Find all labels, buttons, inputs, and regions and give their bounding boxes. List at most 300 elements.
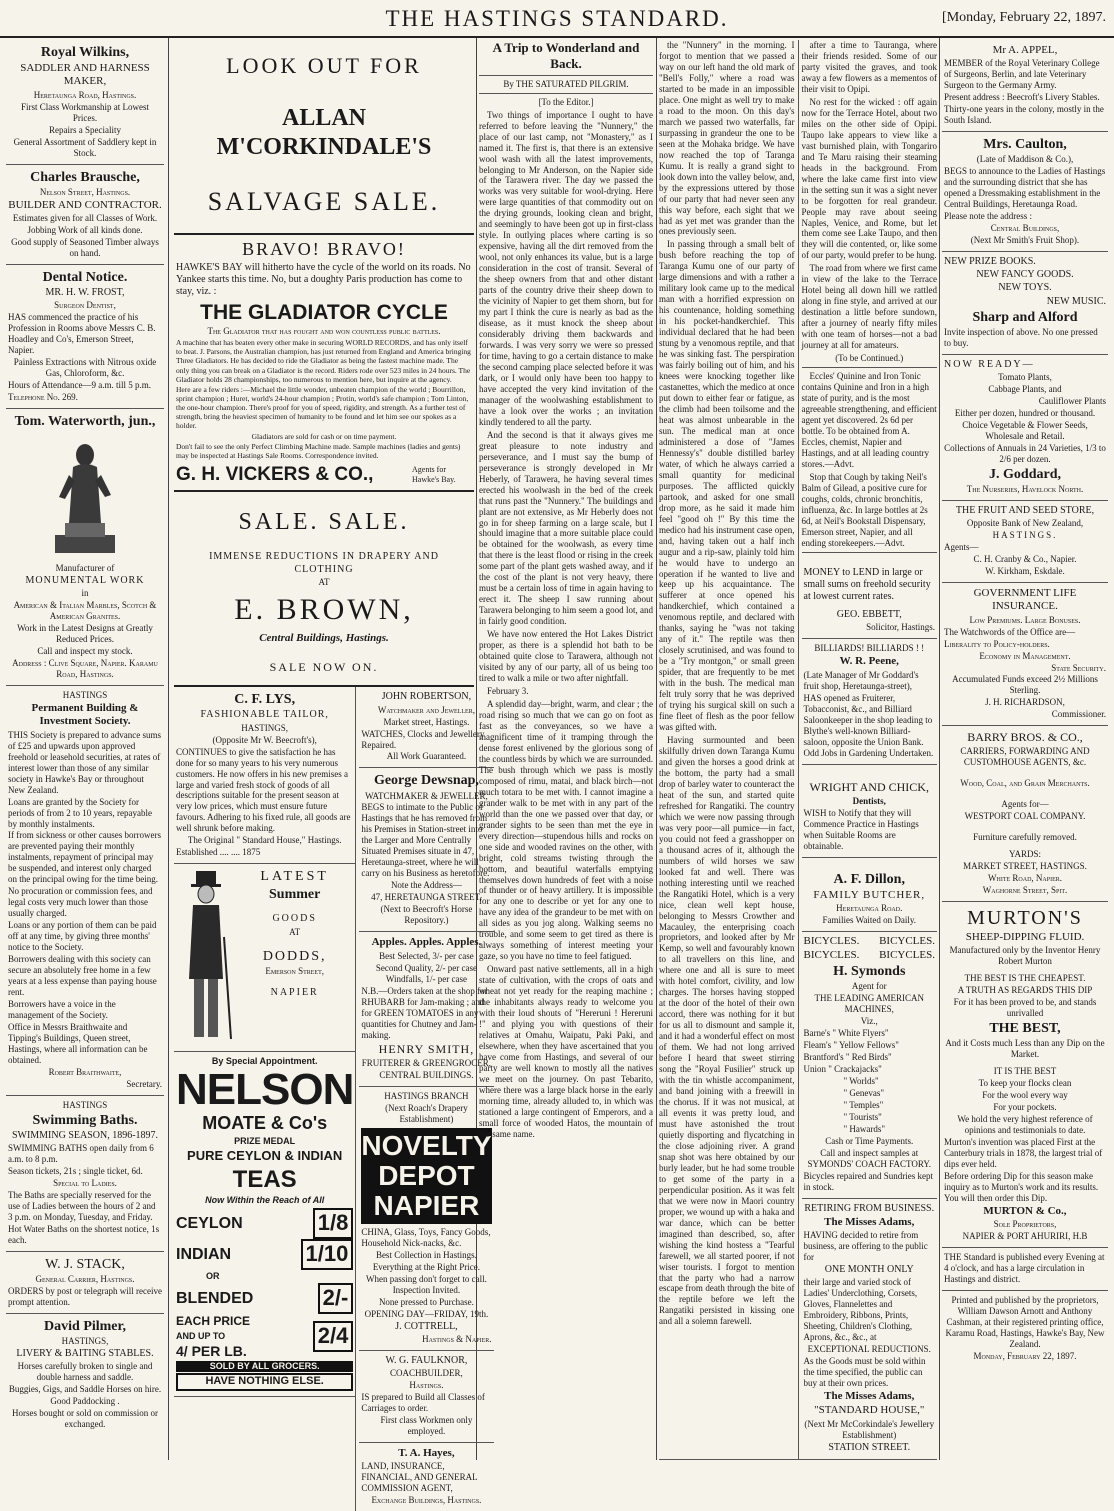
ad-text: THIS Society is prepared to advance sums of £25 and upwards upon approved freehold or leasehold securities, at rates of interest lower than those of any similar society in Hawke's Bay or throughout New Zealand. [8, 729, 161, 795]
ad-text: IS prepared to Build all Classes of Carriages to order. [361, 1391, 485, 1413]
ad-text: All Work Guaranteed. [386, 751, 467, 762]
ad-text: Windfalls, 1/- per case [385, 974, 467, 985]
ad-text: The Original " Standard House," Hastings. [187, 835, 342, 846]
ad-text: THE Standard is published every Evening at 4 o'clock, and has a large circulation in Hastings and district. [944, 1252, 1105, 1285]
ad-heading: Swimming Baths. [32, 1112, 138, 1128]
ad-text: For the wool every way [982, 1090, 1068, 1101]
ad-text: For it has been proved to be, and stands unrivalled [953, 997, 1097, 1019]
ad-text: NOW READY— [944, 358, 1035, 370]
ad-text: We hold the very highest reference of opinions and testimonials to date. [957, 1114, 1093, 1136]
ad-text: LAND, INSURANCE, FINANCIAL, AND GENERAL COMMISSION AGENT, [361, 1461, 478, 1494]
ad-name: H. Symonds [833, 964, 906, 980]
ad-text: Manufacturer of [55, 563, 115, 574]
ad-address: Waghorne Street, Spit. [982, 884, 1068, 895]
ad-appel [942, 40, 1108, 132]
ad-hayes [359, 1443, 493, 1511]
ad-address: White Road, Napier. [988, 872, 1062, 883]
ad-title: Surgeon Dentist, [54, 300, 116, 311]
ad-text: N.B.—Orders taken at the shop for RHUBARB for Jam-making ; and for GREEN TOMATOES in any quantities for Chutney and Jam-making. [361, 986, 488, 1041]
imprint-date: Monday, February 22, 1897. [973, 1351, 1077, 1362]
col2-subcolumns [174, 687, 492, 1511]
ad-name: J. H. RICHARDSON, [985, 697, 1065, 708]
ad-government-insurance [942, 583, 1108, 727]
ad-text: (Next Mr Smith's Fruit Shop). [970, 235, 1080, 246]
ad-text: Barne's " White Flyers" [803, 1028, 889, 1039]
ad-text: HAVE NOTHING ELSE. [176, 1373, 353, 1390]
ad-text: (Next Mr McCorkindale's Jewellery Establishment) [804, 1418, 935, 1440]
ad-text: Present address : Beecroft's Livery Stables. [944, 92, 1100, 103]
ad-text: Gladiators are sold for cash or on time payment. [251, 431, 397, 441]
ad-name: BARRY BROS. & CO., [967, 730, 1083, 745]
ad-name: The Misses Adams, [824, 1390, 915, 1403]
ad-trade: SADDLER AND HARNESS MAKER, [20, 62, 150, 88]
ad-text: NEW PRIZE BOOKS. [944, 256, 1036, 268]
ad-address: Hastings. [409, 1379, 444, 1390]
ad-text: THE BEST IS THE CHEAPEST. [964, 973, 1086, 984]
ad-text: Union " Crackajacks" [803, 1064, 882, 1074]
ad-text: Everything at the Right Price. [372, 1261, 481, 1272]
ad-text: OR [206, 1270, 220, 1281]
column-rule [939, 38, 940, 1460]
ad-building-society [6, 686, 164, 1096]
ad-faulknor [359, 1351, 493, 1443]
ad-name: George Dewsnap, [373, 773, 479, 789]
ad-text: Borrowers have a voice in the management of the Society. [8, 999, 116, 1020]
ad-nelson-moate-tea [174, 1052, 355, 1396]
ad-address: Nelson Street, Hastings. [39, 186, 131, 197]
ad-text: Agents— [944, 541, 979, 552]
ad-label: HASTINGS [62, 689, 108, 700]
ad-text: American & Italian Marbles, Scotch & American Granites. [13, 600, 157, 622]
ad-text: Families Waited on Daily. [822, 915, 916, 926]
ad-title: Dentists, [852, 796, 886, 807]
ad-text: SWIMMING SEASON, 1896-1897. [11, 1129, 159, 1141]
ad-text: GOODS [272, 913, 317, 925]
ad-name: W. R. Peene, [839, 655, 899, 668]
ad-text: Telephone No. 269. [8, 392, 78, 403]
agent-name: G. H. VICKERS & CO., [176, 464, 374, 485]
ad-text: When passing don't forget to call. Inspection Invited. [365, 1273, 487, 1295]
ad-text: Accumulated Funds exceed 2½ Millions Sterling. [952, 674, 1098, 696]
ad-text: Cash or Time Payments. [825, 1135, 914, 1146]
issue-date: [Monday, February 22, 1897. [942, 10, 1106, 25]
ad-text: Special to Ladies. [53, 1177, 117, 1188]
ad-text: Please note the address : [944, 211, 1032, 222]
ad-barry-bros [942, 726, 1108, 901]
ad-fruit-store [942, 501, 1108, 583]
ad-label: HASTINGS [62, 1099, 108, 1110]
ad-text: Good Paddocking . [50, 1395, 120, 1406]
ad-text: THE LEADING AMERICAN MACHINES, [814, 993, 924, 1015]
ad-lys [174, 687, 355, 864]
printer-imprint [942, 1291, 1108, 1367]
ad-text: Note the Address— [390, 880, 462, 891]
ad-address: Heretaunga Road, Hastings. [33, 89, 137, 100]
ad-text: EXCEPTIONAL REDUCTIONS. [807, 1344, 931, 1355]
article-body [479, 110, 653, 1140]
tea-type: INDIAN [176, 1245, 232, 1263]
ad-text: Season tickets, 21s ; single ticket, 6d. [8, 1165, 143, 1176]
ad-text: By Special Appointment. [211, 1056, 318, 1067]
ad-text: None pressed to Purchase. [378, 1296, 474, 1307]
ad-text: MONUMENTAL WORK [25, 575, 145, 587]
ad-address: Emerson Street, [265, 965, 325, 976]
ad-standard-notice [942, 1248, 1108, 1291]
advertorial-text: Stop that Cough by taking Neil's Balm of Gilead, a positive cure for coughs, colds, chronic bronchitis, influenza, &c. In large bottles at 2s 6d, at Neil's Bookstall Dispensary, Emerson street, Napier, and all ending storekeepers.—Advt. [801, 471, 928, 548]
ad-waterworth [6, 409, 164, 686]
ad-text: C. H. Cranby & Co., Napier. [973, 553, 1077, 564]
ad-text: OPENING DAY—FRIDAY, 19th. [364, 1308, 489, 1319]
ad-text: Repairs a Speciality [49, 124, 121, 135]
ad-text: Murton's invention was placed First at the Canterbury trials in 1878, the largest trial of dips ever held. [944, 1137, 1103, 1170]
article-paragraph: No rest for the wicked : off again now for the Terrace Hotel, about two miles on the other side of Opipi. Taupo lake appears to view like a vast burnished plain, with Tongariro and Te Maru raising their steaming heads in the background. From where the lake came first into view in the setting sun it was a sight never to be forgotten for real grandeur. People may rave about seeing Naples, Venice, and Rome, but let them come see Lake Taupo, and then they will die contented, or, like some of our party, would prefer to be hung. [801, 96, 937, 261]
ad-title: Solicitor, Hastings. [866, 622, 935, 633]
ad-text: Opposite Bank of New Zealand, [966, 517, 1084, 528]
ad-signature: Robert Braithwaite, [48, 1066, 122, 1077]
ad-address: Hastings & Napier. [422, 1333, 492, 1344]
col4-article-area [659, 40, 937, 1460]
ad-heading: BRAVO! BRAVO! [242, 239, 406, 260]
article-paragraph: Two things of importance I ought to have referred to before leaving the "Nunnery," the place of our last camp, not "Monastery," as I named it. The first is, that there is an extensive wool wash with all the latest improvements, belonging to Mr Anderson, on the Napier side of the Tarawera river. The day we passed the works was very suitable for wool-drying. Here were large quantities of that commodity out on the drying grounds, looking clean and bright, and seemingly to have been got up in first-class style. In outlying places where carting is so expensive, having all the dirt removed from the wool, not only enhances its value, but is a large consideration in the cost of transit. Several of the sheep owners from that and other distant parts of the country drive their sheep down to the vicinity of Napier to get them shorn, but for my part I think the cure is nearly as bad as the disease, as it must knock the sheep about considerably driving them backwards and forwards. I was very sorry we were so pressed for time, having to go a certain distance to make the second camping place selected before it was dark, or I would only have been too happy to have accepted the very kind invitation of the manager of the woolwashing establishment to have a look over the works ; an invitation kindly tendered to all the party. [479, 109, 653, 427]
ad-text: A machine that has beaten every other make in securing WORLD RECORDS, and has only itself to beat. J. Parsons, the Australian champion, has just returned from England and America bringing Three Gladiators. He has decided to ride the Gladiator as being the fastest machine made. The only thing you can break on a Gladiator is the record. Riders rode over 523 miles in 24 hours. The Gladiator holds 28 championships, too numerous to mention here, but inquire at the agency. [176, 338, 471, 384]
ad-text: Loans are granted by the Society for periods of from 2 to 10 years, repayable by monthly instalments. [8, 796, 152, 829]
ad-name: Mrs. Caulton, [983, 137, 1067, 153]
ad-text: And it Costs much Less than any Dip on the Market. [945, 1038, 1105, 1060]
ad-dillon [802, 858, 938, 932]
masthead [0, 0, 1114, 38]
ad-heading: Apples. Apples. Apples. [371, 936, 482, 949]
ad-sharp-alford [942, 252, 1108, 355]
ad-text: Manufactured only by the Inventor Henry Robert Murton [949, 945, 1101, 967]
ad-text: Fleam's " Yellow Fellows" [803, 1040, 899, 1051]
article-continuation-right [802, 40, 938, 351]
tea-price: 2/4 [313, 1321, 354, 1352]
ad-title: General Carrier, Hastings. [35, 1273, 135, 1284]
ad-stack [6, 1252, 164, 1314]
column-3-article [479, 40, 653, 1458]
ad-text: Call and inspect samples at SYMONDS' COACH FACTORY. [807, 1147, 931, 1169]
ad-trade: WATCHMAKER & JEWELLER, [365, 790, 488, 801]
newspaper-title: THE HASTINGS STANDARD. [385, 6, 729, 31]
ad-text: The Watchwords of the Office are— [944, 626, 1076, 637]
ad-text: Horses bought or sold on commission or exchanged. [12, 1407, 158, 1429]
ad-text: NEW MUSIC. [1046, 295, 1106, 307]
ad-text: THE BEST, [989, 1021, 1061, 1037]
ad-text: (Late of Maddison & Co.), [976, 154, 1074, 165]
tea-type: CEYLON [176, 1214, 243, 1232]
article-paragraph: And the second is that it always gives me great pleasure to note industry and perseverance, and I must say the bump of perseverance is strongly developed in Mr Heberly, of Tarawera, he having several times erected his woolwash in the bed of the creek that runs past the "Nunnery." The buildings and plant are not extensive, as Mr Heberly does not go in for sheep farming on a large scale, but I should imagine that a more suitable place could be obtained for the woolwash, as every time that there is the least flood or rising in the creek some part of the plant gets washed away, and if the cost of the plant is not very heavy, there must be a certain loss of time in again having to erect it. The sheep I saw running about Tarawera belonging to him seem a good lot, and in fairly good condition. [479, 429, 653, 627]
price-label: EACH PRICE [176, 1313, 251, 1328]
ad-text: BICYCLES. [879, 948, 935, 961]
ad-text: Hours of Attendance—9 a.m. till 5 p.m. [8, 380, 151, 391]
ad-heading: BILLIARDS! BILLIARDS ! ! [814, 643, 925, 654]
ad-text: (Next to Beecroft's Horse Repository.) [380, 904, 473, 926]
ad-text: WISH to Notify that they will Commence Practice in Hastings when Suitable Rooms are obtainable. [803, 808, 919, 851]
ad-text: TEAS [232, 1166, 297, 1194]
col4-right-subcolumn [799, 40, 938, 1459]
ad-trade: COACHBUILDER, [390, 1367, 463, 1378]
ad-text: ORDERS by post or telegraph will receive prompt attention. [8, 1285, 162, 1307]
ad-text: Here are a few riders :—Michael the little wonder, unbeaten champion of the world ; Bourrillon, sprint champion ; Huret, world's 24-hour champion ; Protin, world's safe champion ; Tom Linton, the one-hour champion. There's proof for you of speed, rigidity, and strength. As a further test of strength, bring the heaviest specimen of humanity to be found and let him see our spokes as a holder. [176, 384, 469, 431]
ad-text: The Baths are specially reserved for the use of Ladies between the hours of 2 and 3 p.m. on Monday, Tuesday, and Friday. [8, 1189, 156, 1222]
ad-text: SALVAGE SALE. [207, 187, 441, 217]
ad-text: PRIZE MEDAL [234, 1136, 296, 1147]
ad-text: Viz., [860, 1016, 878, 1027]
ad-dewsnap [359, 768, 493, 932]
ad-gladiator-cycle [174, 235, 474, 492]
ad-trade: Watchmaker and Jeweller, [377, 704, 475, 715]
ad-text: Collections of Annuals in 24 Varieties, 1/3 to 2/6 per dozen. [944, 442, 1106, 464]
column-rule [168, 38, 169, 1460]
ad-name: MURTON & Co., [983, 1204, 1067, 1217]
ad-text: Buggies, Gigs, and Saddle Horses on hire. [8, 1383, 162, 1394]
ad-address: Exchange Buildings, Hastings. [371, 1494, 482, 1505]
ad-dental [6, 265, 164, 409]
agent-note: Agents for Hawke's Bay. [412, 464, 456, 484]
ad-name: J. COTTRELL, [395, 1320, 458, 1332]
ad-text: CARRIERS, FORWARDING AND CUSTOMHOUSE AGENTS, &c. [960, 745, 1090, 767]
column-5 [942, 40, 1108, 1458]
ad-apples [359, 932, 493, 1087]
ad-text: Agents for— [1001, 798, 1049, 809]
ad-trade: LIVERY & BAITING STABLES. [16, 1347, 154, 1359]
ad-murton [942, 902, 1108, 1249]
ad-text: WATCHES, Clocks and Jewellery Repaired. [361, 728, 485, 750]
ad-text: Now Within the Reach of All [205, 1195, 325, 1206]
ad-text: Best Selected, 3/- per case [379, 950, 474, 961]
ad-name: DODDS, [262, 948, 327, 964]
ad-text: Cauliflower Plants [1038, 395, 1106, 406]
ad-text: MEMBER of the Royal Veterinary College of Surgeons, Berlin, and late Veterinary Surgeon to the Germany Army. [944, 58, 1100, 91]
ad-text: Horses carefully broken to single and double harness and saddle. [17, 1360, 153, 1382]
ad-wilkins [6, 40, 164, 165]
ad-name: C. F. LYS, [234, 692, 296, 708]
ad-text: BEGS to intimate to the Public of Hastings that he has removed from his Premises in Station-street into the Larger and More Centrally Situated Premises situate in 47, Heretaunga-street, where he will carry on his Business as heretofore. [361, 802, 490, 879]
article-paragraph: Onward past native settlements, all in a high state of cultivation, with the crops of oats and wheat not yet ready for the reaping machine ; the inhabitants always ready to welcome you with their loud shouts of "Hereruni ! Hereruni !" and plying you with questions of their relatives at Omahu, Waipatu, Paki Paki, and elsewhere, when they have ascertained that you have come from Hastings, and several of our party are well known to mostly all the natives we meet on the journey. On past Tebarito, where there was a large black horse in the early morning time, already alluded to, in which was stationed a large contingent of Emperors, and a small force of wooded Hatos, the mountain of the same name. [479, 964, 653, 1139]
ad-title: THE GLADIATOR CYCLE [200, 300, 448, 324]
ad-name: Sharp and Alford [972, 309, 1078, 325]
ad-text: For your pockets. [993, 1102, 1057, 1113]
ad-novelty-depot [359, 1087, 493, 1351]
article-paragraph: A splendid day—bright, warm, and clear ; the road rising so much that we can go on foot as fast as the conveyances, so we have a magnificent time of it tramping through the dense forest enlivened by the glorious song of the countless birds by which we are surrounded. The bush through which we pass is mostly composed of rimu, matai, and black birch—not much totara to be met with. I cannot imagine a grander walk to be met with in any part of the world than the one we passed over that day, or grander sights to be seen than met the eye in every direction—stupendous hills and rocks on one side and wooded ravines on the other, with bright, cold streams twisting through the bottom, and beautiful waterfalls emptying themselves down hundreds of feet with a noise of thunder or of heavy artillery. It is impossible for any one to describe or yet for any one to have any idea of the grandeur to be met with on all sides as you jog along. Walking seems no trouble, and some seem to get tired as there is always something of interest meeting your gaze, so you have no time to feel fatigued. [479, 699, 653, 962]
brand-name: NELSON [176, 1065, 354, 1115]
ad-name: GEO. EBBETT, [836, 609, 902, 621]
ad-text: HAVING decided to retire from business, are offering to the public for [803, 1230, 928, 1263]
ad-text: 47, HERETAUNGA STREET, [371, 892, 482, 903]
ad-address: Central Buildings, Hastings. [259, 632, 389, 645]
ad-text: Economy in Management. [979, 650, 1071, 661]
ad-text: Thirty-one years in the colony, mostly in the South Island. [944, 104, 1104, 126]
ad-text: First class Workmen only employed. [380, 1414, 473, 1436]
ad-name: JOHN ROBERTSON, [381, 691, 472, 703]
ad-text: Jobbing Work of all kinds done. [27, 225, 143, 236]
ad-trade: FASHIONABLE TAILOR, [200, 709, 329, 721]
ad-text: (Next Roach's Drapery Establishment) [385, 1102, 468, 1124]
ad-address: The Nurseries, Havelock North. [966, 483, 1084, 494]
article-continued: (To be Continued.) [835, 353, 904, 364]
ad-text: Hot Water Baths on the shortest notice, 1s each. [8, 1223, 160, 1245]
ad-text: No procuration or commission fees, and legal costs very much lower than those usually charged. [8, 886, 153, 919]
ad-name: J. Goddard, [989, 466, 1061, 482]
ad-dodds [174, 864, 355, 1052]
price-label: AND UP TO [176, 1331, 226, 1342]
ad-text: BEGS to announce to the Ladies of Hastings and the surrounding district that she has opened a Dressmaking establishment in the Central Buildings, Heretaunga Road. [944, 166, 1106, 210]
ad-text: Good supply of Seasoned Timber always on hand. [11, 237, 159, 259]
ad-text: (Late Manager of Mr Goddard's fruit shop, Heretaunga-street), [803, 669, 919, 691]
ad-text: Established .... .... 1875 [176, 847, 261, 858]
ad-heading: GOVERNMENT LIFE INSURANCE. [973, 586, 1077, 613]
ad-text: PURE CEYLON & INDIAN [187, 1148, 343, 1164]
ad-text: First Class Workmanship at Lowest Prices. [20, 101, 150, 123]
ad-name: Mr A. APPEL, [992, 44, 1058, 56]
ad-text: Tomato Plants, [998, 372, 1052, 382]
tea-price: 2/- [318, 1283, 354, 1314]
ad-text: Second Quality, 2/- per case [375, 962, 477, 973]
ad-ebbett [802, 556, 938, 640]
ad-text: Don't fail to see the only Perfect Climbing Machine made. Sample machines (ladies and gents) may be inspected at Hastings Sale Rooms. Correspondence invited. [176, 441, 461, 460]
ad-name: Charles Brausche, [30, 169, 140, 185]
ad-text: HAS opened as Fruiterer, Tobacconist, &c., and Billiard Saloonkeeper in the shop leading to Blythe's well-known Billiard-saloon, opposite the Union Bank. [803, 692, 933, 747]
ad-text: " Tourists" [843, 1111, 882, 1122]
column-2 [174, 40, 492, 1505]
firm-name: MOATE & Co's [202, 1113, 328, 1134]
ad-text: ONE MONTH ONLY [824, 1264, 914, 1276]
ad-address: CENTRAL BUILDINGS. [379, 1069, 474, 1080]
ad-text: W. Kirkham, Eskdale. [985, 565, 1065, 576]
column-1 [6, 40, 164, 1458]
ad-name: W. G. FAULKNOR, [385, 1354, 468, 1366]
ad-address: Heretaunga Road. [836, 903, 903, 914]
ad-text: Central Buildings, [990, 223, 1060, 234]
ad-address: Address : Clive Square, Napier. Karamu Road, Hastings. [12, 658, 158, 679]
ad-text: Borrowers dealing with this society can secure an absolutely free home in a few years at a less expense than paying house rent. [8, 954, 157, 998]
column-4 [659, 40, 937, 1458]
ad-text: Call and inspect my stock. [37, 646, 133, 657]
ad-wright-chick [802, 765, 938, 857]
ad-trade: FAMILY BUTCHER, [813, 888, 926, 901]
ad-name: ALLAN M'CORKINDALE'S [216, 104, 432, 161]
ad-text: (Opposite Mr W. Beecroft's), [212, 734, 317, 745]
ad-name: WRIGHT AND CHICK, [809, 780, 929, 795]
ad-text: Work in the Latest Designs at Greatly Reduced Prices. [17, 623, 153, 645]
tea-type: BLENDED [176, 1289, 254, 1307]
ad-text: State Security. [1051, 662, 1106, 673]
ad-text: HAS commenced the practice of his Profession in Rooms above Messrs C. B. Hoadley and Co's, Emerson Street, Napier. [8, 312, 156, 356]
ad-name: T. A. Hayes, [398, 1446, 455, 1459]
ad-heading: THE FRUIT AND SEED STORE, [955, 504, 1095, 516]
ad-text: Before ordering Dip for this season make inquiry as to Murton's work and its results. You will then order this Dip. [944, 1171, 1099, 1203]
article-paragraph: In passing through a small belt of bush before reaching the top of Taranga Kumu one of our party of large dimensions and with a rather a military look came up to the medical man with a horrified expression on his countenance, holding something in his pocket-handkerchief. This individual declared that he had been stung by a venomous reptile, and that he was sinking fast. The perspiration was fairly boiling out of him, and his knees were knocking together like castanettes, which the medico at once put down to either fear or fatigue, as the climb had been toilsome and the heat was almost unbearable in the sun. The medical man at once administered a dose of "James Hennessy's" double distilled barley water, of which he always carried a small quantity for medicinal purposes. The afflicted quickly partook, and asked for one small drop more, as he said it made him feel "good oh !" By this time the medico had his instrument case open, and, having taken out a half inch augur and a rip-saw, plainly told him he would have to undergo an operation if he wanted to live and keep up his acquaintance. The sufferer at once opened his handkerchief, which contained a venomous reptile, and declared with thanks, saying he "was not taking any of it." The reptile was then closely scrutinised, and was found to be a "Try montgon," or small green spider, that are frequently to be met with in the bush. The medical man felt truly sorry that he was deprived of trying his surgical skill on such a fine fleet of flesh as the poor fellow was gifted with. [659, 239, 795, 733]
ad-text: AT [318, 576, 330, 587]
monument-statue-illustration [45, 435, 125, 555]
ad-text: " Temples" [843, 1099, 884, 1110]
ad-goddard [942, 355, 1108, 501]
column-rule [656, 38, 657, 1460]
ad-text: Invite inspection of above. No one pressed to buy. [944, 326, 1098, 348]
article-paragraph: Having surmounted and been skilfully driven down Taranga Kumu and given the horses a good drink at the bottom, the party had a small drop of barley water to counteract the heat of the sun, and started quite refreshed for Rangatiki. The country which we were now passing through was very poor—all pumice—in fact, you could not feed a grasshopper on a thousand acres of it, although the numbers of wild horses we saw looked fat and well. There was nothing interesting until we reached the Rangatiki Hotel, which is a very nice, clean well kept house, belonging to Messrs Crowther and Macauley, the enterprising coach proprietors, and looked after by Mr Kemp, so well and favourably known to all travellers on this line, and where one and all is sure to meet with hotel comfort, civility, and low charges. The horses having stopped at the door of the hotel of their own accord, there was nothing for it but for us all to dismount and sample it, and it had a wonderful effect on most of them. We had not long arrived before I heard that sweet stirring song the "Royal Fusilier" struck up with the tin whistle accompaniment, and band joining with a freewill in the chorus. If it was not musical, at all events it was pretty loud, and must have astonished the trout quietly disporting and flycatching in the close adjoining river. A grand snap shot was here obtained by our burly leader, but he had some trouble to get some of the party in a perpendicular position. As it was felt that we were now in Maori country proper, we wound up with a haka and war dance, which can be better imagined than described, so, after wishing the kind hostess a "Tearful farewell, we all started poorer, if not wiser tourists. I forgot to mention that the party who had a narrow escape from death through the bite of the reptile before we left the Rangatiki persisted in kissing one and all a solemn farewell. [659, 735, 795, 1327]
ad-text: A TRUTH AS REGARDS THIS DIP [957, 985, 1093, 996]
article-continuation [659, 40, 799, 1459]
ad-misses-adams [802, 1199, 938, 1459]
ad-footer: SALE NOW ON. [269, 659, 379, 674]
ad-text: " Genevas" [843, 1087, 885, 1098]
ad-text: BICYCLES. [803, 935, 860, 948]
ad-name: W. J. STACK, [45, 1256, 125, 1272]
ad-trade: BUILDER AND CONTRACTOR. [8, 198, 162, 211]
ad-brown-sale [174, 492, 474, 687]
ad-text: Choice Vegetable & Flower Seeds, Wholesale and Retail. [962, 419, 1088, 441]
ad-pilmer [6, 1314, 164, 1435]
ad-text: HASTINGS, [241, 722, 289, 733]
article-paragraph: after a time to Tauranga, where their friends resided. Some of our party visited the graves, and took away a few flowers as a mementos of their visit to Opipi. [801, 40, 937, 94]
ad-name: E. BROWN, [234, 592, 414, 626]
ad-text: NEW FANCY GOODS. [976, 269, 1074, 281]
col2-left-subcolumn [174, 687, 356, 1511]
ad-text: Either per dozen, hundred or thousand. [954, 407, 1096, 418]
ad-name: The Misses Adams, [824, 1215, 915, 1228]
ad-text: SWIMMING BATHS open daily from 6 a.m. to 8 p.m. [8, 1142, 154, 1164]
ad-text: NEW TOYS. [998, 282, 1052, 294]
ad-text: General Assortment of Saddlery kept in Stock. [13, 136, 157, 158]
ad-caulton [942, 132, 1108, 252]
ad-address: MARKET STREET, HASTINGS. [963, 860, 1087, 871]
ad-text: Cabbage Plants, and [988, 383, 1062, 394]
ad-label: HASTINGS BRANCH [384, 1090, 469, 1101]
ad-peene [802, 639, 938, 765]
ad-text: BICYCLES. [879, 935, 935, 948]
tea-price: 1/8 [313, 1208, 354, 1239]
ad-text: Sole Proprietors, [993, 1219, 1057, 1230]
advertorial-text: Eccles' Quinine and Iron Tonic contains Quinine and Iron in a high state of purity, and is the most agreeable strengthening, and efficient agent yet discovered. 2s 6d per bottle. To be obtained from A. Eccles, chemist, Napier and Hastings, and at all leading country stores.—Advt. [801, 371, 937, 469]
ad-name: MR. H. W. FROST, [45, 287, 125, 299]
ad-text: YARDS: [1008, 848, 1041, 859]
ad-name: A. F. Dillon, [833, 871, 905, 887]
ad-text: LOOK OUT FOR [226, 53, 422, 78]
ad-text: HASTINGS. [992, 529, 1058, 540]
ad-address: STATION STREET. [828, 1441, 911, 1453]
ad-text: Liberality to Policy-holders. [944, 638, 1050, 649]
ad-address: Market street, Hastings. [383, 716, 470, 727]
ad-heading: Summer [269, 887, 321, 903]
ad-text: their large and varied stock of Ladies' Underclothing, Corsets, Gloves, Flannelettes and Embroidery, Ribbons, Prints, Sheeting, Children's Clothing, Aprons, &c., &c., at [803, 1277, 918, 1343]
ad-text: Odd Jobs in Gardening Undertaken. [803, 748, 934, 759]
ad-text: " Hawards" [843, 1123, 886, 1134]
ad-robertson [359, 687, 493, 768]
ad-trade: FRUITERER & GREENGROCER, [361, 1057, 492, 1068]
ad-text: CONTINUES to give the satisfaction he has done for so many years to his very numerous customers. He now offers in his new premises a large and varied fresh stock of goods of all descriptions suitable for the present season at very low prices, which must ensure future favours. Adhering to his fixed rule, all goods are well shrunk before making. [176, 746, 351, 834]
ad-text: As the Goods must be sold within the time specified, the public can buy at their own prices. [803, 1356, 926, 1389]
ad-text: BICYCLES. [803, 948, 860, 961]
gentleman-figure-illustration [176, 867, 236, 1047]
ad-text: Furniture carefully removed. [973, 831, 1077, 842]
article-paragraph: the "Nunnery" in the morning. I forgot to mention that we passed a way on our left hand the old mark of "Bell's Folly," where a road was started to be made in an impossible place. One might as well try to make a road to the moon. On this day's march we passed two waterfalls, far surpassing in grandeur the one to be seen at the Mohaka bridge. We have now reached the top of Taranga Kumu. It is really a grand sight to look down into the valley below, and, by the expressions uttered by those of our party that had never seen any this way before, each sight that we had as yet met was grander than the ones previously seen. [659, 40, 795, 237]
ad-text: If from sickness or other causes borrowers are prevented paying their monthly instalments, repayment of principal may be suspended, and interest only charged on the principal owing for the time being. [8, 830, 161, 885]
article-title: A Trip to Wonderland and Back. [492, 40, 640, 71]
ad-text: CHINA, Glass, Toys, Fancy Goods, Household Nick-nacks, &c. [361, 1226, 491, 1248]
article-byline: By THE SATURATED PILGRIM. [503, 78, 629, 89]
ad-name: Tom. Waterworth, jun., [14, 414, 156, 430]
imprint-text: Printed and published by the proprietors, William Dawson Arnott and Anthony Cashman, at their registered printing office, Karamu Road, Hastings, Hawke's Bay, New Zealand. [945, 1295, 1105, 1350]
depot-name: NOVELTY [361, 1129, 492, 1161]
ad-text: Office in Messrs Braithwaite and Tipping's Buildings, Queen street, Hastings, where all information can be obtained. [8, 1021, 148, 1065]
ad-text: AT [289, 926, 301, 937]
ad-text: LATEST [260, 869, 329, 885]
ad-heading: Permanent Building & Investment Society. [31, 701, 139, 728]
ad-name: David Pilmer, [44, 1318, 126, 1334]
ad-text: "STANDARD HOUSE," [814, 1404, 925, 1417]
ad-salvage-sale [174, 40, 474, 235]
article-paragraph: The road from where we first came in view of the lake to the Terrace Hotel being all down hill we rattled along in fine style, and arrived at our destination a little before sundown, after a journey of nearly fifty miles with one team of horses—not a bad journey at all for amateurs. [801, 263, 937, 351]
